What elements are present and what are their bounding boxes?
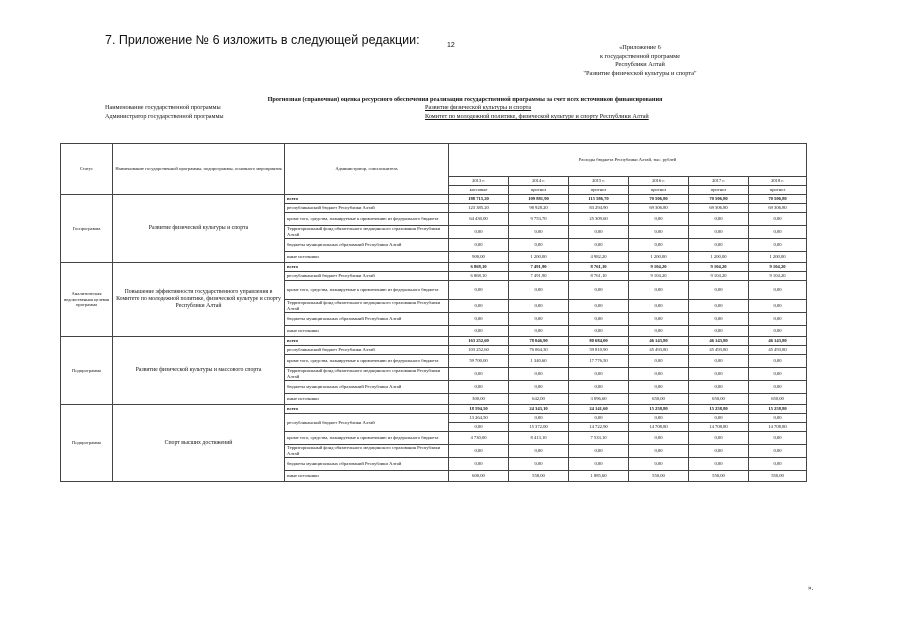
value-cell: 0,00: [689, 381, 749, 394]
appendix-caption: [540, 44, 740, 78]
appendix-line: «Приложение 6: [619, 44, 661, 51]
value-cell: 18 594,50: [449, 405, 509, 414]
value-cell: 0,00: [629, 281, 689, 300]
type-header: прогноз: [509, 186, 569, 195]
value-cell: 0,00: [749, 281, 807, 300]
value-cell: 642,00: [509, 394, 569, 405]
value-cell: 900,00: [449, 252, 509, 263]
value-cell: 600,00: [449, 471, 509, 482]
value-cell: 9 104,20: [689, 272, 749, 281]
value-cell: 0,00: [689, 326, 749, 337]
value-cell: 0,00: [569, 445, 629, 458]
section-heading: 7. Приложение № 6 изложить в следующей редакции:: [105, 33, 420, 47]
value-cell: 0,00: [509, 300, 569, 313]
value-cell: 7 491,90: [509, 263, 569, 272]
source-cell: республиканский бюджет Республики Алтай: [285, 204, 449, 213]
status-header: Статус: [61, 144, 113, 195]
value-cell: 0,00: [449, 458, 509, 471]
source-cell: кроме того, средства, планируемые к привлечению из федерального бюджета: [285, 432, 449, 445]
value-cell: 14 722,90: [569, 423, 629, 432]
program-label: Наименование государственной программы: [105, 104, 221, 111]
value-cell: 0,00: [689, 226, 749, 239]
header-row: [61, 144, 807, 177]
value-cell: 0,00: [509, 445, 569, 458]
year-header: 2014 г.: [509, 177, 569, 186]
value-cell: 13 264,50: [449, 414, 509, 423]
value-cell: 0,00: [689, 458, 749, 471]
value-cell: 69 306,80: [689, 204, 749, 213]
value-cell: 163 252,60: [449, 337, 509, 346]
value-cell: 0,00: [449, 300, 509, 313]
value-cell: 0,00: [449, 368, 509, 381]
value-cell: 0,00: [629, 313, 689, 326]
closing-quote: ».: [808, 584, 814, 592]
value-cell: 0,00: [629, 368, 689, 381]
source-cell: бюджеты муниципальных образований Республики Алтай: [285, 381, 449, 394]
table-row: [61, 263, 807, 272]
value-cell: 0,00: [749, 414, 807, 423]
value-cell: 0,00: [449, 326, 509, 337]
value-cell: 0,00: [449, 381, 509, 394]
source-cell: Территориальный фонд обязательного медицинского страхования Республики Алтай: [285, 300, 449, 313]
value-cell: 3 096,60: [569, 394, 629, 405]
value-cell: 15 372,00: [509, 423, 569, 432]
value-cell: 0,00: [689, 432, 749, 445]
value-cell: 15 258,80: [689, 405, 749, 414]
value-cell: 0,00: [509, 458, 569, 471]
year-header: 2016 г.: [629, 177, 689, 186]
value-cell: 46 143,80: [749, 337, 807, 346]
value-cell: 0,00: [569, 281, 629, 300]
value-cell: 0,00: [629, 445, 689, 458]
value-cell: 9 753,70: [509, 213, 569, 226]
value-cell: 0,00: [449, 226, 509, 239]
source-cell: иные источники: [285, 471, 449, 482]
value-cell: 0,00: [749, 313, 807, 326]
value-cell: 0,00: [629, 226, 689, 239]
value-cell: 0,00: [509, 414, 569, 423]
value-cell: 9 104,20: [629, 263, 689, 272]
value-cell: 24 141,60: [569, 405, 629, 414]
source-cell: всего: [285, 405, 449, 414]
value-cell: 0,00: [569, 326, 629, 337]
value-cell: 0,00: [629, 381, 689, 394]
value-cell: 24 343,10: [509, 405, 569, 414]
year-header: 2015 г.: [569, 177, 629, 186]
value-cell: 0,00: [509, 226, 569, 239]
value-cell: 14 708,80: [629, 423, 689, 432]
source-cell: всего: [285, 337, 449, 346]
source-cell: иные источники: [285, 394, 449, 405]
value-cell: 1 200,00: [689, 252, 749, 263]
value-cell: 15 258,80: [749, 405, 807, 414]
value-cell: 83 294,90: [569, 204, 629, 213]
value-cell: 0,00: [689, 368, 749, 381]
value-cell: 0,00: [629, 414, 689, 423]
source-cell: бюджеты муниципальных образований Республики Алтай: [285, 458, 449, 471]
program-name-cell: Развитие физической культуры и массового спорта: [113, 337, 285, 405]
value-cell: 0,00: [689, 239, 749, 252]
value-cell: 0,00: [569, 414, 629, 423]
value-cell: 7 491,90: [509, 272, 569, 281]
value-cell: 14 708,80: [689, 423, 749, 432]
status-cell: Аналитическая ведомственная целевая программа: [61, 263, 113, 337]
value-cell: 0,00: [449, 445, 509, 458]
value-cell: 1 340,60: [509, 355, 569, 368]
source-cell: кроме того, средства, планируемые к привлечению из федерального бюджета: [285, 355, 449, 368]
value-cell: 6 868,10: [449, 272, 509, 281]
page-number: 12: [447, 42, 455, 49]
value-cell: 650,00: [689, 394, 749, 405]
value-cell: 0,00: [509, 381, 569, 394]
source-cell: всего: [285, 263, 449, 272]
value-cell: 0,00: [569, 458, 629, 471]
value-cell: 0,00: [569, 226, 629, 239]
value-cell: 0,00: [749, 458, 807, 471]
value-cell: 0,00: [749, 226, 807, 239]
value-cell: 0,00: [689, 213, 749, 226]
value-cell: 0,00: [449, 281, 509, 300]
value-cell: 0,00: [629, 432, 689, 445]
value-cell: 0,00: [629, 300, 689, 313]
value-cell: 0,00: [749, 326, 807, 337]
value-cell: 98 928,20: [509, 204, 569, 213]
value-cell: 70 506,80: [749, 195, 807, 204]
value-cell: 550,00: [689, 471, 749, 482]
value-cell: 9 104,20: [749, 263, 807, 272]
value-cell: 1 200,00: [509, 252, 569, 263]
program-name-cell: Спорт высших достижений: [113, 405, 285, 482]
value-cell: 9 104,20: [629, 272, 689, 281]
expenses-header: Расходы бюджета Республики Алтай, тыс. рублей: [449, 144, 807, 177]
source-cell: республиканский бюджет Республики Алтай: [285, 346, 449, 355]
value-cell: 78 046,90: [509, 337, 569, 346]
value-cell: 46 143,80: [689, 337, 749, 346]
value-cell: 0,00: [749, 368, 807, 381]
value-cell: 80 684,00: [569, 337, 629, 346]
value-cell: 0,00: [449, 313, 509, 326]
value-cell: 123 385,20: [449, 204, 509, 213]
value-cell: 70 506,80: [689, 195, 749, 204]
name-header: Наименование государственной программы, подпрограммы, основного мероприятия: [113, 144, 285, 195]
table-row: [61, 337, 807, 346]
source-cell: бюджеты муниципальных образований Республики Алтай: [285, 313, 449, 326]
value-cell: 1 200,00: [749, 252, 807, 263]
value-cell: 76 064,30: [509, 346, 569, 355]
value-cell: 6 868,10: [449, 263, 509, 272]
table-title: Прогнозная (справочная) оценка ресурсного обеспечения реализации государственной программы за счет всех источников финансирования: [267, 96, 663, 103]
value-cell: 0,00: [689, 445, 749, 458]
value-cell: 0,00: [689, 281, 749, 300]
resource-table: [60, 143, 807, 482]
status-cell: Подпрограмма: [61, 337, 113, 405]
source-cell: кроме того, средства, планируемые к привлечению из федерального бюджета: [285, 281, 449, 300]
value-cell: 45 493,80: [749, 346, 807, 355]
value-cell: 550,00: [749, 471, 807, 482]
value-cell: 0,00: [689, 355, 749, 368]
value-cell: 9 104,20: [689, 263, 749, 272]
type-header: прогноз: [689, 186, 749, 195]
value-cell: 115 586,70: [569, 195, 629, 204]
value-cell: 69 306,80: [629, 204, 689, 213]
year-header: 2013 г.: [449, 177, 509, 186]
value-cell: 0,00: [569, 381, 629, 394]
value-cell: 0,00: [569, 300, 629, 313]
type-header: кассовые: [449, 186, 509, 195]
value-cell: 59 700,00: [449, 355, 509, 368]
value-cell: 0,00: [629, 355, 689, 368]
value-cell: 650,00: [629, 394, 689, 405]
admin-header: Администратор, соисполнитель: [285, 144, 449, 195]
value-cell: 0,00: [749, 300, 807, 313]
value-cell: 4 982,20: [569, 252, 629, 263]
value-cell: 0,00: [749, 355, 807, 368]
value-cell: 300,00: [449, 394, 509, 405]
program-name-cell: Развитие физической культуры и спорта: [113, 195, 285, 263]
status-cell: Госпрограмма: [61, 195, 113, 263]
value-cell: 8 761,10: [569, 263, 629, 272]
value-cell: 0,00: [449, 239, 509, 252]
value-cell: 0,00: [629, 239, 689, 252]
value-cell: 45 493,80: [629, 346, 689, 355]
value-cell: 0,00: [509, 239, 569, 252]
value-cell: 0,00: [509, 326, 569, 337]
value-cell: 0,00: [629, 458, 689, 471]
source-cell: Территориальный фонд обязательного медицинского страхования Республики Алтай: [285, 368, 449, 381]
value-cell: 0,00: [569, 368, 629, 381]
table-row: [61, 405, 807, 414]
value-cell: 17 776,50: [569, 355, 629, 368]
value-cell: 7 533,10: [569, 432, 629, 445]
value-cell: 64 430,00: [449, 213, 509, 226]
status-cell: Подпрограмма: [61, 405, 113, 482]
source-cell: республиканский бюджет Республики Алтай: [285, 272, 449, 281]
value-cell: 4 730,00: [449, 432, 509, 445]
value-cell: 1 885,60: [569, 471, 629, 482]
source-cell: Территориальный фонд обязательного медицинского страхования Республики Алтай: [285, 226, 449, 239]
value-cell: 0,00: [749, 432, 807, 445]
source-cell: кроме того, средства, планируемые к привлечению из федерального бюджета: [285, 213, 449, 226]
value-cell: 0,00: [509, 368, 569, 381]
value-cell: 0,00: [569, 239, 629, 252]
value-cell: 0,00: [689, 414, 749, 423]
appendix-line: "Развитие физической культуры и спорта": [583, 69, 697, 77]
type-header: прогноз: [629, 186, 689, 195]
value-cell: 0,00: [689, 300, 749, 313]
admin-value: Комитет по молодежной политике, физической культуре и спорту Республики Алтай: [425, 113, 649, 120]
source-cell: всего: [285, 195, 449, 204]
value-cell: 69 306,80: [749, 204, 807, 213]
value-cell: 0,00: [689, 313, 749, 326]
value-cell: 25 309,60: [569, 213, 629, 226]
value-cell: 1 200,00: [629, 252, 689, 263]
value-cell: 0,00: [509, 281, 569, 300]
value-cell: 558,00: [509, 471, 569, 482]
value-cell: 188 715,20: [449, 195, 509, 204]
year-header: 2017 г.: [689, 177, 749, 186]
admin-label: Администратор государственной программы: [105, 113, 224, 120]
source-cell: иные источники: [285, 252, 449, 263]
year-header: 2018 г.: [749, 177, 807, 186]
source-cell: Территориальный фонд обязательного медицинского страхования Республики Алтай: [285, 445, 449, 458]
value-cell: 8 413,10: [509, 432, 569, 445]
value-cell: 9 104,20: [749, 272, 807, 281]
value-cell: 0,00: [749, 213, 807, 226]
value-cell: 103 252,60: [449, 346, 509, 355]
source-cell: республиканский бюджет Республики Алтай: [285, 414, 449, 432]
value-cell: 0,00: [629, 326, 689, 337]
value-cell: 650,00: [749, 394, 807, 405]
value-cell: 550,00: [629, 471, 689, 482]
program-name-cell: Повышение эффективности государственного управления в Комитете по молодежной политике, физической культуре и спорту Республики Алтай: [113, 263, 285, 337]
source-cell: иные источники: [285, 326, 449, 337]
type-header: прогноз: [569, 186, 629, 195]
value-cell: 109 881,90: [509, 195, 569, 204]
value-cell: 0,00: [749, 239, 807, 252]
value-cell: 59 810,90: [569, 346, 629, 355]
program-value: Развитие физической культуры и спорта: [425, 104, 532, 111]
appendix-line: Республики Алтай: [615, 61, 665, 69]
source-cell: бюджеты муниципальных образований Республики Алтай: [285, 239, 449, 252]
value-cell: 46 143,80: [629, 337, 689, 346]
value-cell: 0,00: [449, 423, 509, 432]
value-cell: 0,00: [749, 445, 807, 458]
appendix-line: к государственной программе: [599, 52, 681, 60]
value-cell: 0,00: [749, 381, 807, 394]
table-row: [61, 195, 807, 204]
value-cell: 15 258,80: [629, 405, 689, 414]
value-cell: 45 493,80: [689, 346, 749, 355]
value-cell: 0,00: [629, 213, 689, 226]
value-cell: 8 761,10: [569, 272, 629, 281]
type-header: прогноз: [749, 186, 807, 195]
value-cell: 0,00: [509, 313, 569, 326]
value-cell: 70 506,80: [629, 195, 689, 204]
value-cell: 14 708,80: [749, 423, 807, 432]
value-cell: 0,00: [569, 313, 629, 326]
